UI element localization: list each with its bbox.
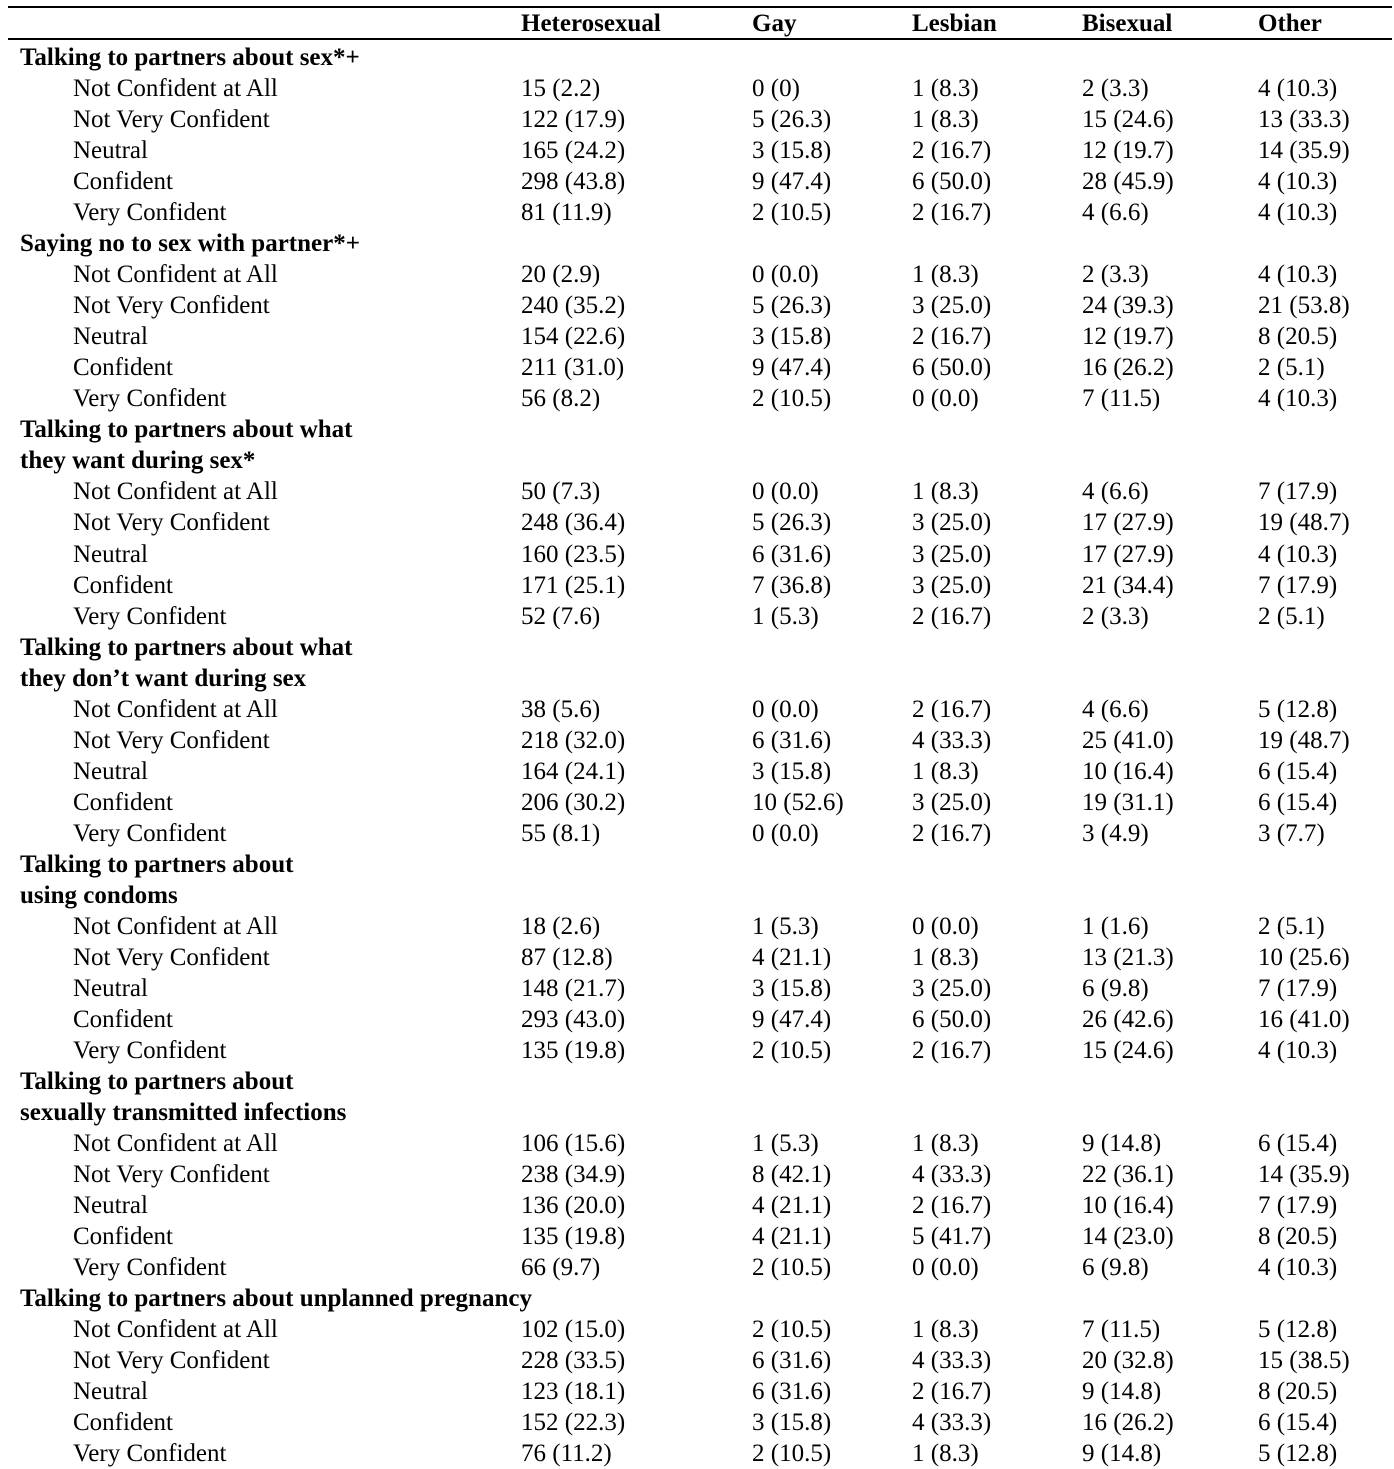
row-label: Not Confident at All [73,1316,278,1344]
section-title-row [0,849,1394,880]
row-label: Confident [73,168,173,196]
table-row [0,1314,1394,1345]
table-cell: 18 (2.6) [521,912,601,940]
row-label: Not Very Confident [73,106,270,134]
table-cell: 4 (21.1) [752,1192,832,1220]
table-cell: 4 (10.3) [1258,261,1338,289]
row-label: Very Confident [73,819,227,847]
table-row [0,818,1394,849]
table-cell: 1 (8.3) [912,75,979,103]
row-label: Not Confident at All [73,478,278,506]
table-cell: 5 (26.3) [752,106,832,134]
table-cell: 2 (10.5) [752,1316,832,1344]
header-bottom-rule [8,38,1392,40]
table-cell: 1 (8.3) [912,478,979,506]
table-cell: 206 (30.2) [521,788,626,816]
section-title: Talking to partners about what [20,633,353,661]
table-cell: 6 (15.4) [1258,788,1338,816]
table-cell: 76 (11.2) [521,1440,612,1468]
row-label: Very Confident [73,1440,227,1468]
table-cell: 2 (16.7) [912,695,992,723]
table-cell: 240 (35.2) [521,292,626,320]
row-label: Not Confident at All [73,912,278,940]
table-cell: 9 (14.8) [1082,1440,1162,1468]
table-row [0,694,1394,725]
table-row [0,1345,1394,1376]
section-title: Talking to partners about what [20,416,353,444]
table-cell: 16 (26.2) [1082,1409,1174,1437]
row-label: Very Confident [73,1254,227,1282]
table-cell: 16 (26.2) [1082,354,1174,382]
table-cell: 21 (53.8) [1258,292,1350,320]
section-title-row [0,1097,1394,1128]
table-cell: 3 (25.0) [912,292,992,320]
table-body [0,42,1394,1469]
table-row [0,507,1394,538]
table-cell: 0 (0.0) [752,478,819,506]
row-label: Not Very Confident [73,509,270,537]
table-cell: 3 (4.9) [1082,819,1149,847]
table-cell: 19 (31.1) [1082,788,1174,816]
table-cell: 2 (10.5) [752,1037,832,1064]
column-header-heterosexual: Heterosexual [521,10,661,37]
table-cell: 7 (17.9) [1258,478,1338,506]
row-label: Not Very Confident [73,1161,270,1189]
table-row [0,383,1394,414]
table-cell: 14 (35.9) [1258,137,1350,165]
table-cell: 3 (25.0) [912,788,992,816]
table-cell: 2 (16.7) [912,137,992,165]
table-cell: 8 (20.5) [1258,1378,1338,1406]
row-label: Very Confident [73,385,227,413]
row-label: Neutral [73,137,148,165]
table-cell: 1 (8.3) [912,757,979,785]
table-row [0,1252,1394,1283]
table-row [0,1035,1394,1066]
table-cell: 0 (0) [752,75,800,103]
table-cell: 293 (43.0) [521,1005,626,1033]
table-cell: 9 (14.8) [1082,1378,1162,1406]
table-cell: 20 (2.9) [521,261,601,289]
table-cell: 3 (15.8) [752,137,832,165]
table-cell: 1 (8.3) [912,1130,979,1158]
table-cell: 50 (7.3) [521,478,601,506]
table-cell: 106 (15.6) [521,1130,626,1158]
table-row [0,942,1394,973]
table-cell: 0 (0.0) [912,385,979,413]
table-cell: 28 (45.9) [1082,168,1174,196]
row-label: Not Confident at All [73,75,278,103]
table-cell: 2 (10.5) [752,1440,832,1468]
table-cell: 6 (9.8) [1082,1254,1149,1282]
table-cell: 6 (15.4) [1258,1409,1338,1437]
table-cell: 1 (5.3) [752,602,819,630]
table-row [0,259,1394,290]
table-row [0,725,1394,756]
row-label: Not Very Confident [73,726,270,754]
table-cell: 3 (15.8) [752,1409,832,1437]
table-cell: 2 (10.5) [752,385,832,413]
table-row [0,135,1394,166]
table-cell: 20 (32.8) [1082,1347,1174,1375]
table-cell: 2 (5.1) [1258,602,1325,630]
table-cell: 3 (25.0) [912,571,992,599]
section-title-row [0,1283,1394,1314]
table-cell: 38 (5.6) [521,695,601,723]
table-top-rule [8,6,1392,8]
table-row [0,973,1394,1004]
table-cell: 10 (52.6) [752,788,844,816]
table-cell: 4 (10.3) [1258,540,1338,568]
table-row [0,73,1394,104]
table-cell: 5 (12.8) [1258,1440,1338,1468]
section-title-row [0,632,1394,663]
table-cell: 0 (0.0) [752,695,819,723]
table-cell: 7 (11.5) [1082,385,1161,413]
table-cell: 19 (48.7) [1258,726,1350,754]
table-cell: 13 (21.3) [1082,943,1174,971]
table-cell: 218 (32.0) [521,726,626,754]
table-cell: 2 (3.3) [1082,75,1149,103]
table-cell: 148 (21.7) [521,974,626,1002]
table-cell: 19 (48.7) [1258,509,1350,537]
table-cell: 10 (16.4) [1082,1192,1174,1220]
table-cell: 15 (24.6) [1082,1037,1174,1064]
table-cell: 4 (33.3) [912,1347,992,1375]
table-cell: 7 (17.9) [1258,974,1338,1002]
row-label: Neutral [73,1192,148,1220]
row-label: Confident [73,571,173,599]
table-cell: 2 (16.7) [912,1378,992,1406]
table-cell: 7 (11.5) [1082,1316,1161,1344]
section-title: Talking to partners about [20,1068,294,1096]
table-row [0,1128,1394,1159]
section-title: Talking to partners about unplanned pregnancy [20,1285,532,1313]
table-cell: 5 (12.8) [1258,695,1338,723]
row-label: Neutral [73,323,148,351]
table-cell: 66 (9.7) [521,1254,601,1282]
table-cell: 13 (33.3) [1258,106,1350,134]
table-cell: 211 (31.0) [521,354,625,382]
table-row [0,104,1394,135]
table-cell: 0 (0.0) [912,1254,979,1282]
row-label: Confident [73,354,173,382]
row-label: Not Confident at All [73,1130,278,1158]
table-cell: 15 (24.6) [1082,106,1174,134]
table-cell: 6 (31.6) [752,1347,832,1375]
table-cell: 0 (0.0) [912,912,979,940]
row-label: Confident [73,788,173,816]
table-cell: 2 (5.1) [1258,354,1325,382]
table-cell: 0 (0.0) [752,261,819,289]
table-row [0,197,1394,228]
table-cell: 1 (8.3) [912,1440,979,1468]
table-cell: 25 (41.0) [1082,726,1174,754]
row-label: Confident [73,1409,173,1437]
section-title-row [0,445,1394,476]
table-cell: 2 (16.7) [912,1192,992,1220]
column-header-gay: Gay [752,10,797,37]
table-cell: 3 (15.8) [752,757,832,785]
table-cell: 2 (16.7) [912,602,992,630]
table-cell: 4 (33.3) [912,1409,992,1437]
table-cell: 4 (10.3) [1258,199,1338,227]
table-cell: 298 (43.8) [521,168,626,196]
row-label: Not Confident at All [73,695,278,723]
table-cell: 8 (20.5) [1258,323,1338,351]
table-cell: 136 (20.0) [521,1192,626,1220]
table-cell: 1 (5.3) [752,1130,819,1158]
table-cell: 3 (25.0) [912,540,992,568]
table-cell: 171 (25.1) [521,571,626,599]
table-row [0,1438,1394,1469]
table-cell: 2 (16.7) [912,1037,992,1064]
row-label: Neutral [73,1378,148,1406]
table-cell: 2 (5.1) [1258,912,1325,940]
column-header-lesbian: Lesbian [912,10,997,37]
table-cell: 4 (6.6) [1082,478,1149,506]
table-cell: 1 (1.6) [1082,912,1149,940]
table-cell: 160 (23.5) [521,540,626,568]
row-label: Confident [73,1223,173,1251]
table-cell: 2 (10.5) [752,1254,832,1282]
table-cell: 122 (17.9) [521,106,626,134]
table-row [0,352,1394,383]
table-cell: 165 (24.2) [521,137,626,165]
table-cell: 9 (47.4) [752,354,832,382]
table-cell: 26 (42.6) [1082,1005,1174,1033]
table-cell: 15 (2.2) [521,75,601,103]
table-cell: 7 (17.9) [1258,1192,1338,1220]
table-cell: 17 (27.9) [1082,540,1174,568]
table-cell: 7 (17.9) [1258,571,1338,599]
table-cell: 6 (50.0) [912,354,992,382]
table-cell: 24 (39.3) [1082,292,1174,320]
table-row [0,787,1394,818]
column-header-other: Other [1258,10,1322,37]
section-title: Talking to partners about [20,850,294,878]
table-cell: 152 (22.3) [521,1409,626,1437]
row-label: Neutral [73,540,148,568]
table-cell: 7 (36.8) [752,571,832,599]
table-cell: 56 (8.2) [521,385,601,413]
table-row [0,1159,1394,1190]
row-label: Not Very Confident [73,292,270,320]
table-cell: 2 (16.7) [912,199,992,227]
table-cell: 4 (33.3) [912,726,992,754]
row-label: Neutral [73,974,148,1002]
column-header-bisexual: Bisexual [1082,10,1173,37]
table-cell: 228 (33.5) [521,1347,626,1375]
section-title: Talking to partners about sex*+ [20,44,360,71]
table-cell: 6 (31.6) [752,540,832,568]
table-cell: 3 (25.0) [912,509,992,537]
table-cell: 6 (15.4) [1258,1130,1338,1158]
table-cell: 8 (20.5) [1258,1223,1338,1251]
table-cell: 14 (35.9) [1258,1161,1350,1189]
table-cell: 1 (8.3) [912,1316,979,1344]
table-cell: 4 (6.6) [1082,199,1149,227]
table-row [0,1190,1394,1221]
table-cell: 1 (8.3) [912,261,979,289]
table-cell: 1 (8.3) [912,943,979,971]
table-row [0,1004,1394,1035]
table-cell: 135 (19.8) [521,1037,626,1064]
table-cell: 6 (31.6) [752,1378,832,1406]
section-title-row [0,414,1394,445]
row-label: Not Confident at All [73,261,278,289]
row-label: Very Confident [73,602,227,630]
table-row [0,321,1394,352]
table-cell: 6 (31.6) [752,726,832,754]
table-row [0,1221,1394,1252]
section-title-row [0,663,1394,694]
table-row [0,570,1394,601]
table-cell: 4 (10.3) [1258,385,1338,413]
table-cell: 248 (36.4) [521,509,626,537]
table-cell: 164 (24.1) [521,757,626,785]
table-cell: 6 (50.0) [912,1005,992,1033]
table-cell: 9 (47.4) [752,168,832,196]
table-cell: 6 (50.0) [912,168,992,196]
table-cell: 12 (19.7) [1082,137,1174,165]
table-cell: 15 (38.5) [1258,1347,1350,1375]
table-cell: 3 (7.7) [1258,819,1325,847]
section-title: they don’t want during sex [20,664,307,692]
section-title: sexually transmitted infections [20,1099,347,1127]
table-cell: 0 (0.0) [752,819,819,847]
table-cell: 10 (25.6) [1258,943,1350,971]
table-cell: 135 (19.8) [521,1223,626,1251]
table-cell: 16 (41.0) [1258,1005,1350,1033]
table-cell: 1 (5.3) [752,912,819,940]
table-cell: 4 (10.3) [1258,1254,1338,1282]
table-cell: 5 (41.7) [912,1223,992,1251]
table-row [0,911,1394,942]
table-cell: 4 (33.3) [912,1161,992,1189]
table-cell: 55 (8.1) [521,819,601,847]
table-cell: 17 (27.9) [1082,509,1174,537]
table-cell: 52 (7.6) [521,602,601,630]
table-cell: 3 (15.8) [752,323,832,351]
row-label: Confident [73,1005,173,1033]
table-row [0,166,1394,197]
section-title: using condoms [20,881,178,909]
table-cell: 2 (16.7) [912,323,992,351]
section-title: they want during sex* [20,447,256,475]
table-cell: 2 (16.7) [912,819,992,847]
table-cell: 238 (34.9) [521,1161,626,1189]
table-row [0,539,1394,570]
section-title: Saying no to sex with partner*+ [20,230,360,258]
table-row [0,1376,1394,1407]
table-cell: 123 (18.1) [521,1378,626,1406]
table-cell: 9 (14.8) [1082,1130,1162,1158]
section-title-row [0,880,1394,911]
table-cell: 21 (34.4) [1082,571,1174,599]
table-cell: 2 (3.3) [1082,602,1149,630]
table-cell: 3 (15.8) [752,974,832,1002]
row-label: Neutral [73,757,148,785]
table-cell: 14 (23.0) [1082,1223,1174,1251]
table-cell: 4 (21.1) [752,1223,832,1251]
table-cell: 87 (12.8) [521,943,613,971]
table-cell: 4 (21.1) [752,943,832,971]
table-cell: 81 (11.9) [521,199,612,227]
section-title-row [0,228,1394,259]
table-row [0,601,1394,632]
row-label: Not Very Confident [73,1347,270,1375]
table-cell: 3 (25.0) [912,974,992,1002]
table-cell: 102 (15.0) [521,1316,626,1344]
table-cell: 5 (26.3) [752,509,832,537]
table-cell: 22 (36.1) [1082,1161,1174,1189]
table-row [0,1407,1394,1438]
table-cell: 9 (47.4) [752,1005,832,1033]
row-label: Very Confident [73,199,227,227]
table-cell: 12 (19.7) [1082,323,1174,351]
table-cell: 4 (10.3) [1258,75,1338,103]
table-cell: 10 (16.4) [1082,757,1174,785]
table-cell: 5 (26.3) [752,292,832,320]
table-cell: 6 (9.8) [1082,974,1149,1002]
table-cell: 6 (15.4) [1258,757,1338,785]
section-title-row [0,1066,1394,1097]
row-label: Not Very Confident [73,943,270,971]
table-cell: 4 (6.6) [1082,695,1149,723]
table-cell: 4 (10.3) [1258,1037,1338,1064]
table-cell: 154 (22.6) [521,323,626,351]
table-row [0,756,1394,787]
table-row [0,290,1394,321]
table-cell: 1 (8.3) [912,106,979,134]
table-cell: 5 (12.8) [1258,1316,1338,1344]
section-title-row [0,42,1394,73]
table-row [0,476,1394,507]
table-cell: 2 (3.3) [1082,261,1149,289]
table-cell: 8 (42.1) [752,1161,832,1189]
row-label: Very Confident [73,1037,227,1064]
table-cell: 4 (10.3) [1258,168,1338,196]
table-cell: 2 (10.5) [752,199,832,227]
